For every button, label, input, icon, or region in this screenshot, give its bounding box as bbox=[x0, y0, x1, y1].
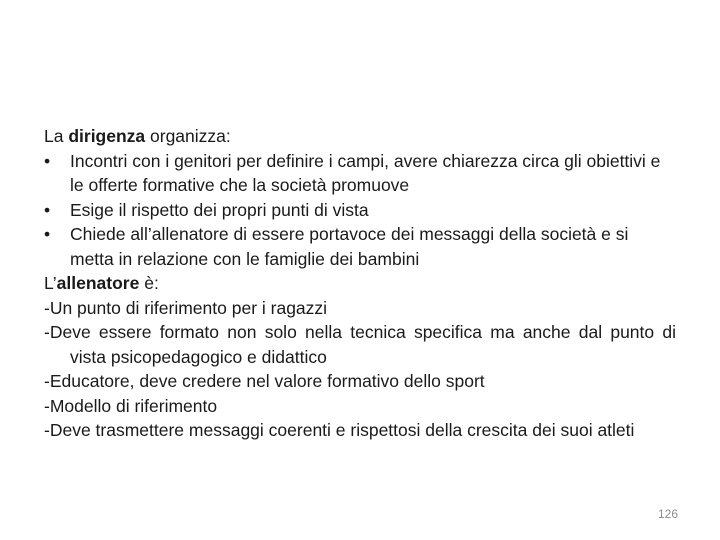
dash-item: -Un punto di riferimento per i ragazzi bbox=[44, 297, 328, 318]
bullet-icon: • bbox=[44, 224, 51, 244]
heading-bold-term: dirigenza bbox=[68, 126, 146, 146]
heading-prefix: La bbox=[44, 126, 69, 146]
bullet-icon: • bbox=[44, 150, 51, 171]
heading-suffix: è: bbox=[139, 273, 159, 293]
bullet-item bbox=[44, 222, 676, 271]
bullet-item bbox=[44, 149, 676, 198]
heading-bold-term: allenatore bbox=[56, 273, 140, 293]
dirigenza-heading bbox=[44, 124, 676, 149]
page-number: 126 bbox=[657, 507, 678, 521]
dash-item: -Deve trasmettere messaggi coerenti e rispettosi della crescita dei suoi atleti bbox=[44, 420, 635, 440]
dash-item: -Deve essere formato non solo nella tecnica specifica ma anche dal punto di vista psicopedagogico e didattico bbox=[44, 322, 676, 367]
bullet-text: Incontri con i genitori per definire i campi, avere chiarezza circa gli obiettivi e le offerte formative che la società promuove bbox=[70, 150, 661, 195]
slide-body bbox=[44, 124, 676, 443]
bullet-text: Chiede all’allenatore di essere portavoce dei messaggi della società e si metta in relazione con le famiglie dei bambini bbox=[70, 224, 629, 269]
dash-item: -Educatore, deve credere nel valore formativo dello sport bbox=[44, 371, 485, 391]
allenatore-heading bbox=[44, 271, 676, 296]
bullet-icon: • bbox=[44, 199, 51, 220]
bullet-item bbox=[44, 198, 676, 223]
heading-prefix: L’ bbox=[44, 273, 57, 293]
dash-item: -Modello di riferimento bbox=[44, 395, 218, 416]
heading-suffix: organizza: bbox=[145, 126, 231, 146]
bullet-text: Esige il rispetto dei propri punti di vista bbox=[70, 199, 369, 220]
